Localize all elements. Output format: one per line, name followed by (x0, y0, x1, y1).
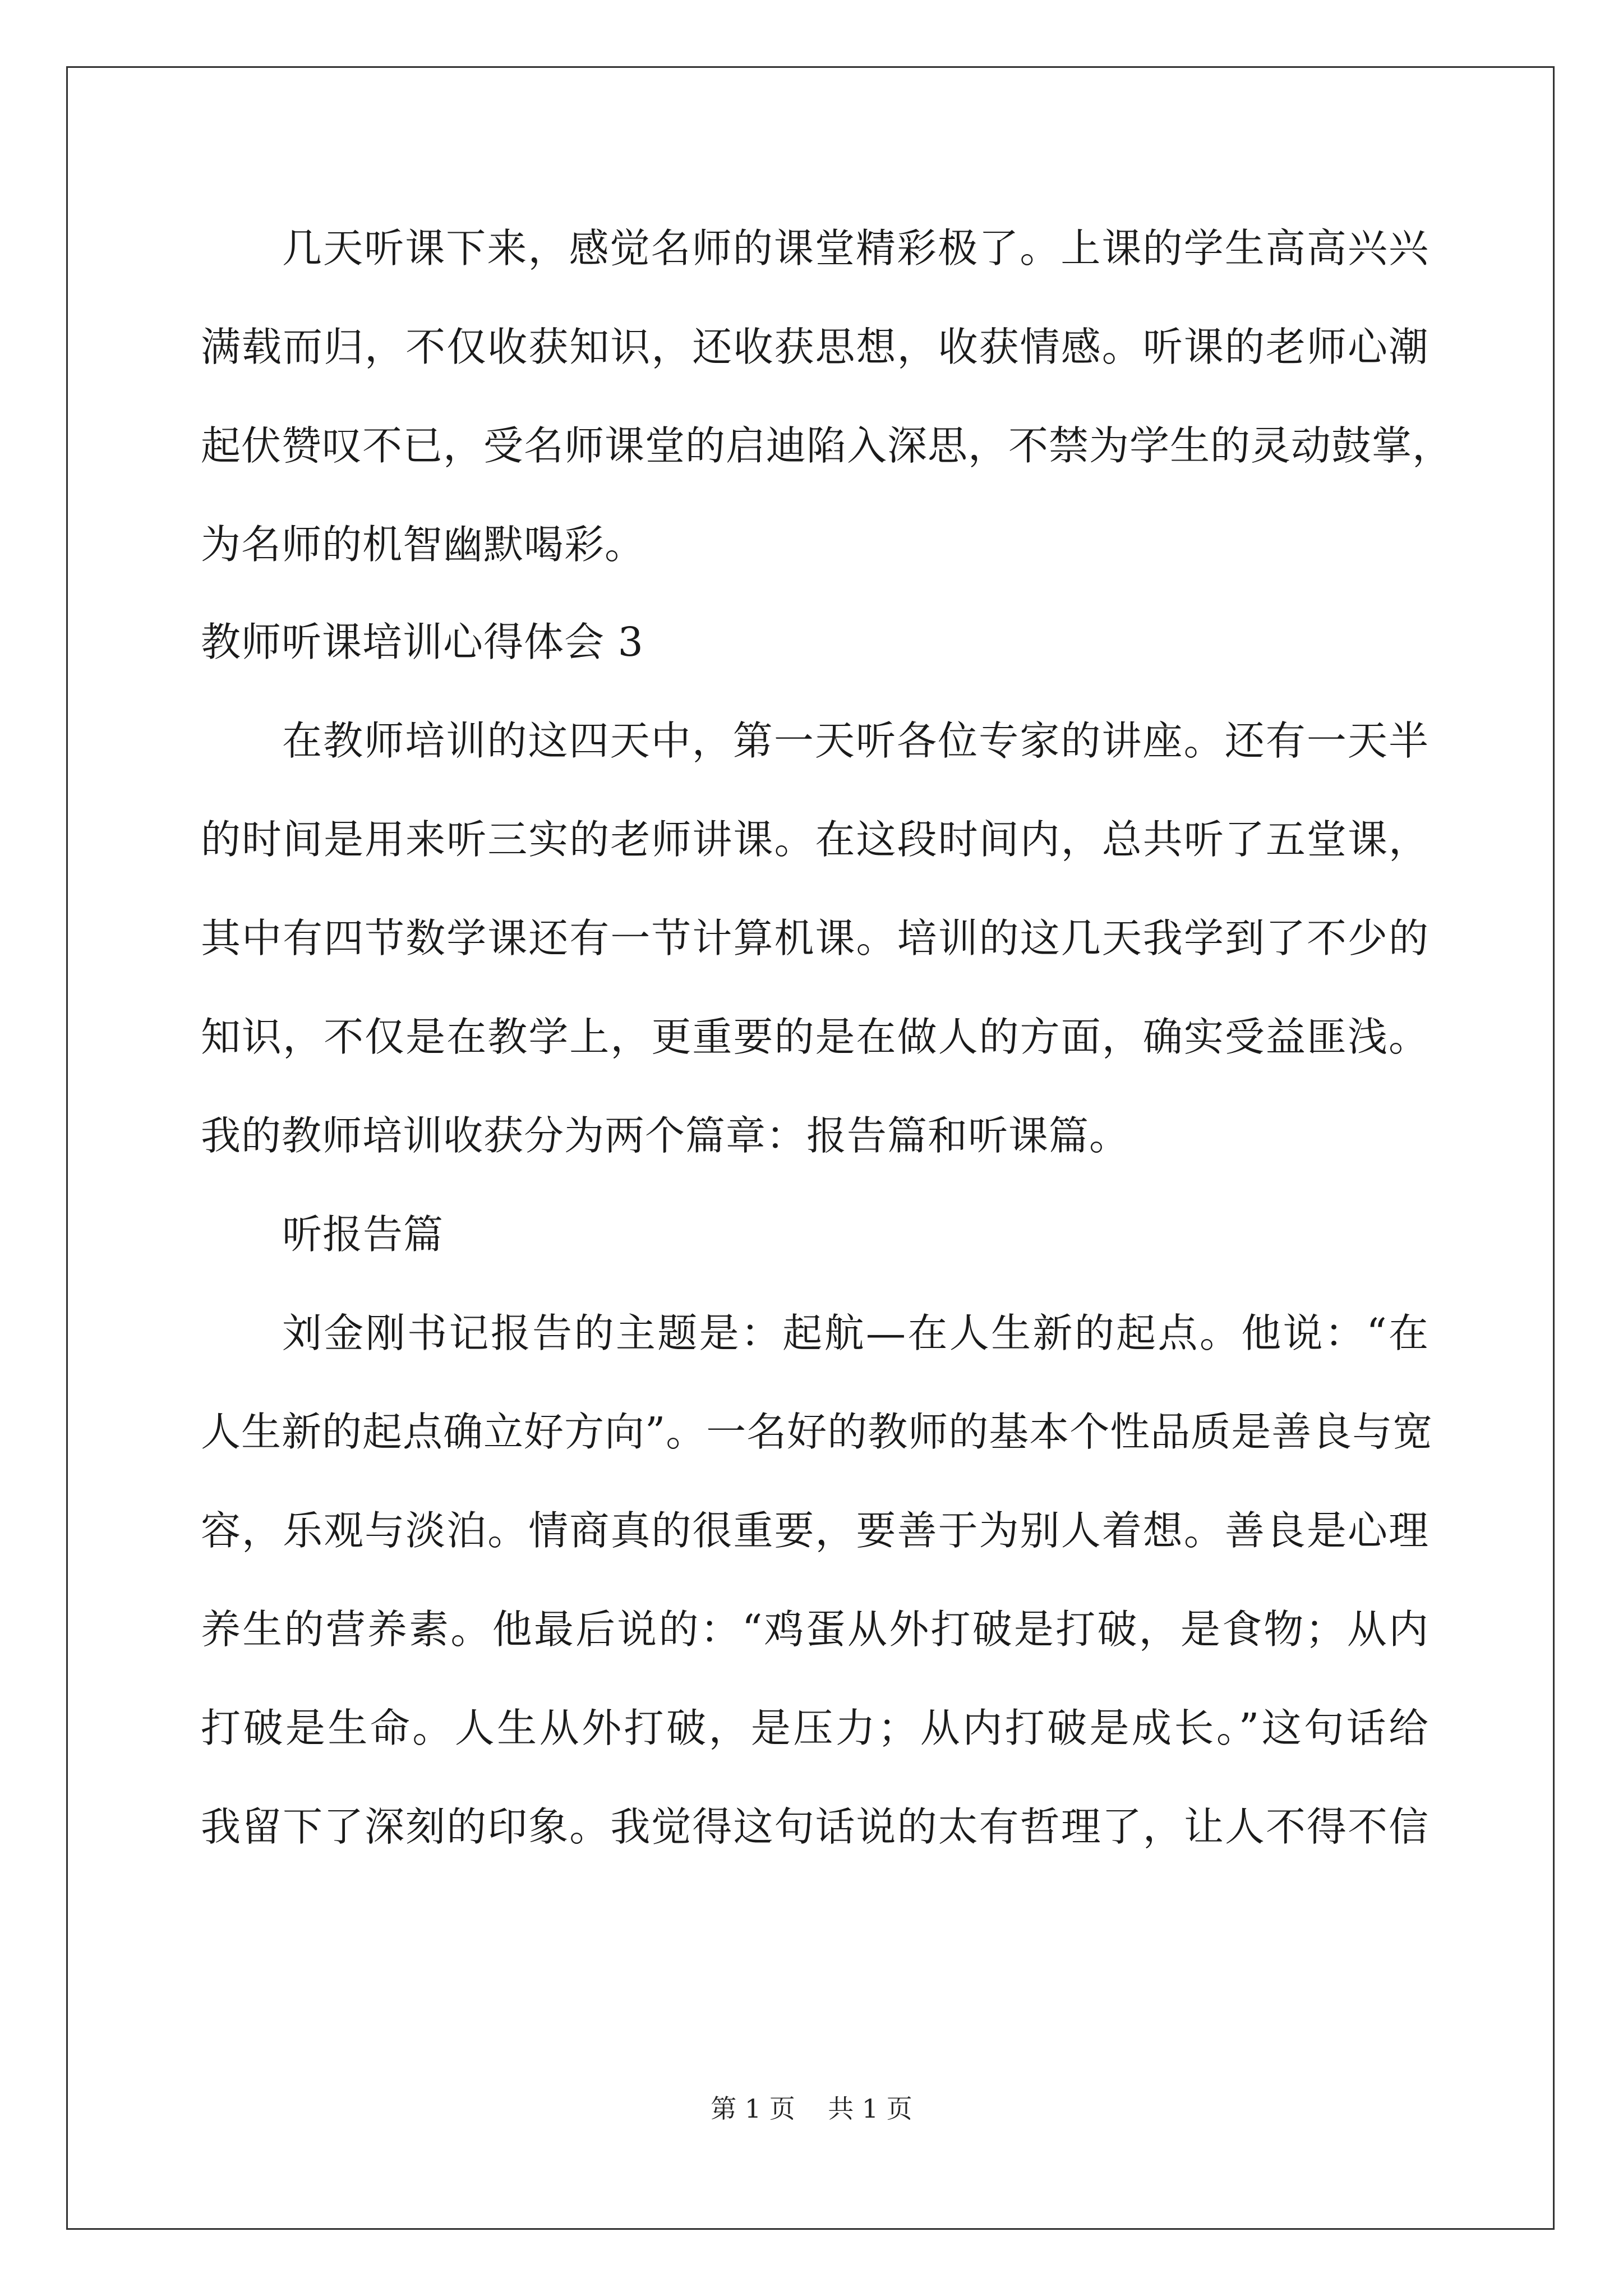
paragraph-line: 在教师培训的这四天中，第一天听各位专家的讲座。还有一天半 (282, 717, 1429, 764)
paragraph-line: 养生的营养素。他最后说的：“鸡蛋从外打破是打破，是食物；从内 (201, 1606, 1429, 1653)
paragraph-line: 我的教师培训收获分为两个篇章：报告篇和听课篇。 (201, 1112, 1130, 1159)
paragraph-line: 容，乐观与淡泊。情商真的很重要，要善于为别人着想。善良是心理 (201, 1507, 1429, 1554)
paragraph-line: 刘金刚书记报告的主题是：起航—在人生新的起点。他说：“在 (282, 1310, 1429, 1356)
paragraph-line: 打破是生命。人生从外打破，是压力；从内打破是成长。”这句话给 (201, 1705, 1429, 1751)
paragraph-line: 起伏赞叹不已，受名师课堂的启迪陷入深思，不禁为学生的灵动鼓掌， (201, 422, 1453, 469)
paragraph-line: 为名师的机智幽默喝彩。 (201, 521, 645, 568)
paragraph-line: 我留下了深刻的印象。我觉得这句话说的太有哲理了，让人不得不信 (201, 1803, 1429, 1850)
paragraph-line: 满载而归，不仅收获知识，还收获思想，收获情感。听课的老师心潮 (201, 324, 1429, 370)
section-heading: 教师听课培训心得体会 3 (201, 619, 644, 665)
paragraph-line: 的时间是用来听三实的老师讲课。在这段时间内，总共听了五堂课， (201, 816, 1429, 863)
paragraph-line: 知识，不仅是在教学上，更重要的是在做人的方面，确实受益匪浅。 (201, 1014, 1429, 1060)
paragraph-line: 人生新的起点确立好方向”。一名好的教师的基本个性品质是善良与宽 (201, 1409, 1433, 1455)
paragraph-line: 几天听课下来，感觉名师的课堂精彩极了。上课的学生高高兴兴 (282, 225, 1429, 272)
page-footer: 第 1 页 共 1 页 (711, 2093, 912, 2124)
paragraph-line: 其中有四节数学课还有一节计算机课。培训的这几天我学到了不少的 (201, 915, 1429, 961)
subsection-heading: 听报告篇 (282, 1211, 444, 1258)
